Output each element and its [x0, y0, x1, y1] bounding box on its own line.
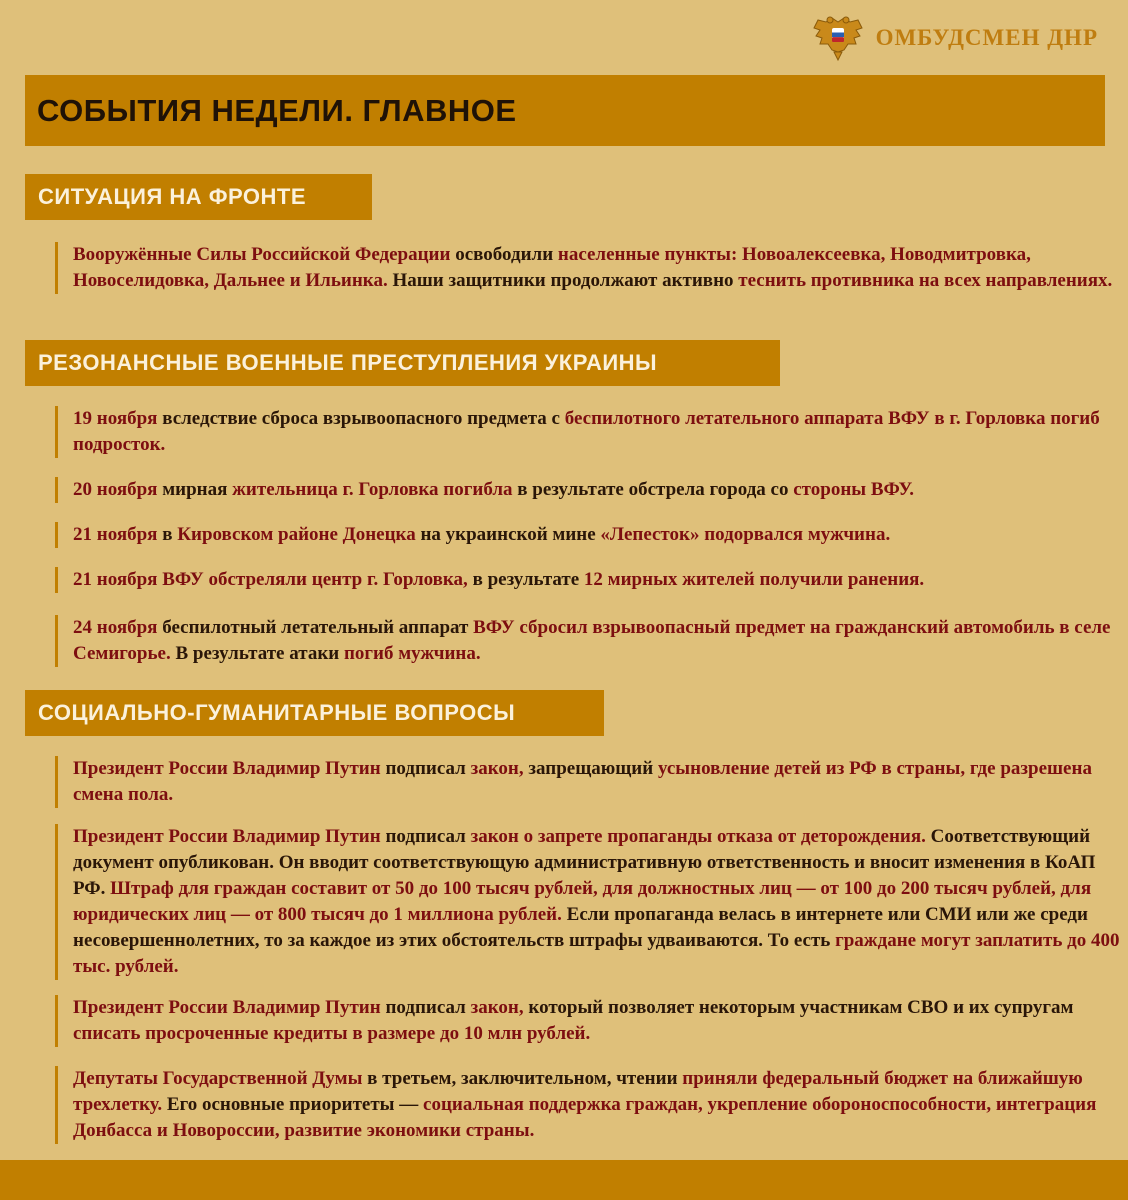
highlighted-text: погиб мужчина. [343, 643, 481, 664]
highlighted-text: 24 ноября [73, 617, 158, 638]
body-text: вследствие сброса взрывоопасного предмета с [157, 408, 565, 429]
body-text: беспилотный летательный аппарат [157, 617, 474, 638]
highlighted-text: теснить противника на всех направлениях. [738, 270, 1113, 291]
highlighted-text: 19 ноября [73, 408, 158, 429]
highlighted-text: списать просроченные кредиты в размере до 10 млн рублей. [73, 1023, 591, 1044]
highlighted-text: Президент России Владимир Путин [73, 758, 381, 779]
body-text: запрещающий [523, 758, 658, 779]
highlighted-text: 20 ноября [73, 479, 158, 500]
news-item [55, 242, 1125, 294]
section-war-crimes-header [25, 340, 780, 386]
highlighted-text: усыновление детей из РФ в страны, где разрешена смена пола. [73, 758, 1092, 805]
section-title: РЕЗОНАНСНЫЕ ВОЕННЫЕ ПРЕСТУПЛЕНИЯ УКРАИНЫ [38, 350, 658, 375]
section-social-header [25, 690, 604, 736]
highlighted-text: Кировском районе Донецка [177, 524, 416, 545]
highlighted-text: Президент России Владимир Путин [73, 826, 381, 847]
highlighted-text: закон, [470, 997, 524, 1018]
highlighted-text: приняли федеральный бюджет на ближайшую трехлетку. [73, 1068, 1083, 1115]
highlighted-text: 21 ноября ВФУ обстреляли центр г. Горловка, [73, 569, 468, 590]
highlighted-text: Вооружённые Силы Российской Федерации [73, 244, 451, 265]
highlighted-text: 21 ноября [73, 524, 158, 545]
news-item [55, 567, 1125, 593]
body-text: Наши защитники продолжают активно [387, 270, 739, 291]
highlighted-text: жительница г. Горловка погибла [232, 479, 513, 500]
news-item [55, 995, 1125, 1047]
body-text: подписал [380, 826, 471, 847]
body-text: в третьем, заключительном, чтении [362, 1068, 683, 1089]
highlighted-text: «Лепесток» подорвался мужчина. [600, 524, 891, 545]
news-item [55, 615, 1125, 667]
body-text: Соответствующий документ опубликован. Он вводит соответствующую административную ответственность и вносит изменения в КоАП РФ. [73, 826, 1096, 899]
highlighted-text: населенные пункты: Новоалексеевка, Новодмитровка, Новоселидовка, Дальнее и Ильинка. [73, 244, 1031, 291]
body-text: В результате атаки [170, 643, 344, 664]
highlighted-text: Президент России Владимир Путин [73, 997, 381, 1018]
highlighted-text: 12 мирных жителей получили ранения. [583, 569, 925, 590]
body-text: в результате [467, 569, 584, 590]
body-text: Если пропаганда велась в интернете или СМИ или же среди несовершеннолетних, то за каждое из этих обстоятельств штрафы удваиваются. То есть [73, 904, 1088, 951]
highlighted-text: закон о запрете пропаганды отказа от деторождения. [470, 826, 926, 847]
news-item [55, 522, 1125, 548]
highlighted-text: Депутаты Государственной Думы [73, 1068, 363, 1089]
page-title-banner [25, 75, 1105, 146]
body-text: Его основные приоритеты — [162, 1094, 424, 1115]
body-text: подписал [380, 997, 471, 1018]
body-text: в результате обстрела города со [512, 479, 794, 500]
news-item [55, 756, 1125, 808]
news-item [55, 477, 1125, 503]
footer-bar [0, 1160, 1128, 1200]
double-headed-eagle-icon [812, 14, 864, 62]
body-text: в [157, 524, 178, 545]
highlighted-text: ВФУ сбросил взрывоопасный предмет на гражданский автомобиль в селе Семигорье. [73, 617, 1111, 664]
highlighted-text: Штраф для граждан составит от 50 до 100 тысяч рублей, для должностных лиц — от 100 до 200 тысяч рублей, для юридических лиц — от 800 тысяч до 1 миллиона рублей. [73, 878, 1092, 925]
body-text: мирная [157, 479, 233, 500]
highlighted-text: беспилотного летательного аппарата ВФУ в г. Горловка погиб подросток. [73, 408, 1100, 455]
page-title: СОБЫТИЯ НЕДЕЛИ. ГЛАВНОЕ [37, 92, 517, 128]
section-title: СИТУАЦИЯ НА ФРОНТЕ [38, 184, 307, 209]
section-front-header [25, 174, 372, 220]
body-text: подписал [380, 758, 471, 779]
highlighted-text: стороны ВФУ. [793, 479, 915, 500]
highlighted-text: социальная поддержка граждан, укрепление обороноспособности, интеграция Донбасса и Новороссии, развитие экономики страны. [73, 1094, 1097, 1141]
brand-header [812, 14, 1098, 62]
news-item [55, 1066, 1125, 1144]
news-item [55, 406, 1125, 458]
body-text: освободили [450, 244, 558, 265]
section-title: СОЦИАЛЬНО-ГУМАНИТАРНЫЕ ВОПРОСЫ [38, 700, 516, 725]
highlighted-text: граждане могут заплатить до 400 тыс. рублей. [73, 930, 1120, 977]
body-text: который позволяет некоторым участникам СВО и их супругам [523, 997, 1074, 1018]
body-text: на украинской мине [415, 524, 601, 545]
brand-name: ОМБУДСМЕН ДНР [875, 25, 1098, 50]
news-item [55, 824, 1125, 980]
highlighted-text: закон, [470, 758, 524, 779]
